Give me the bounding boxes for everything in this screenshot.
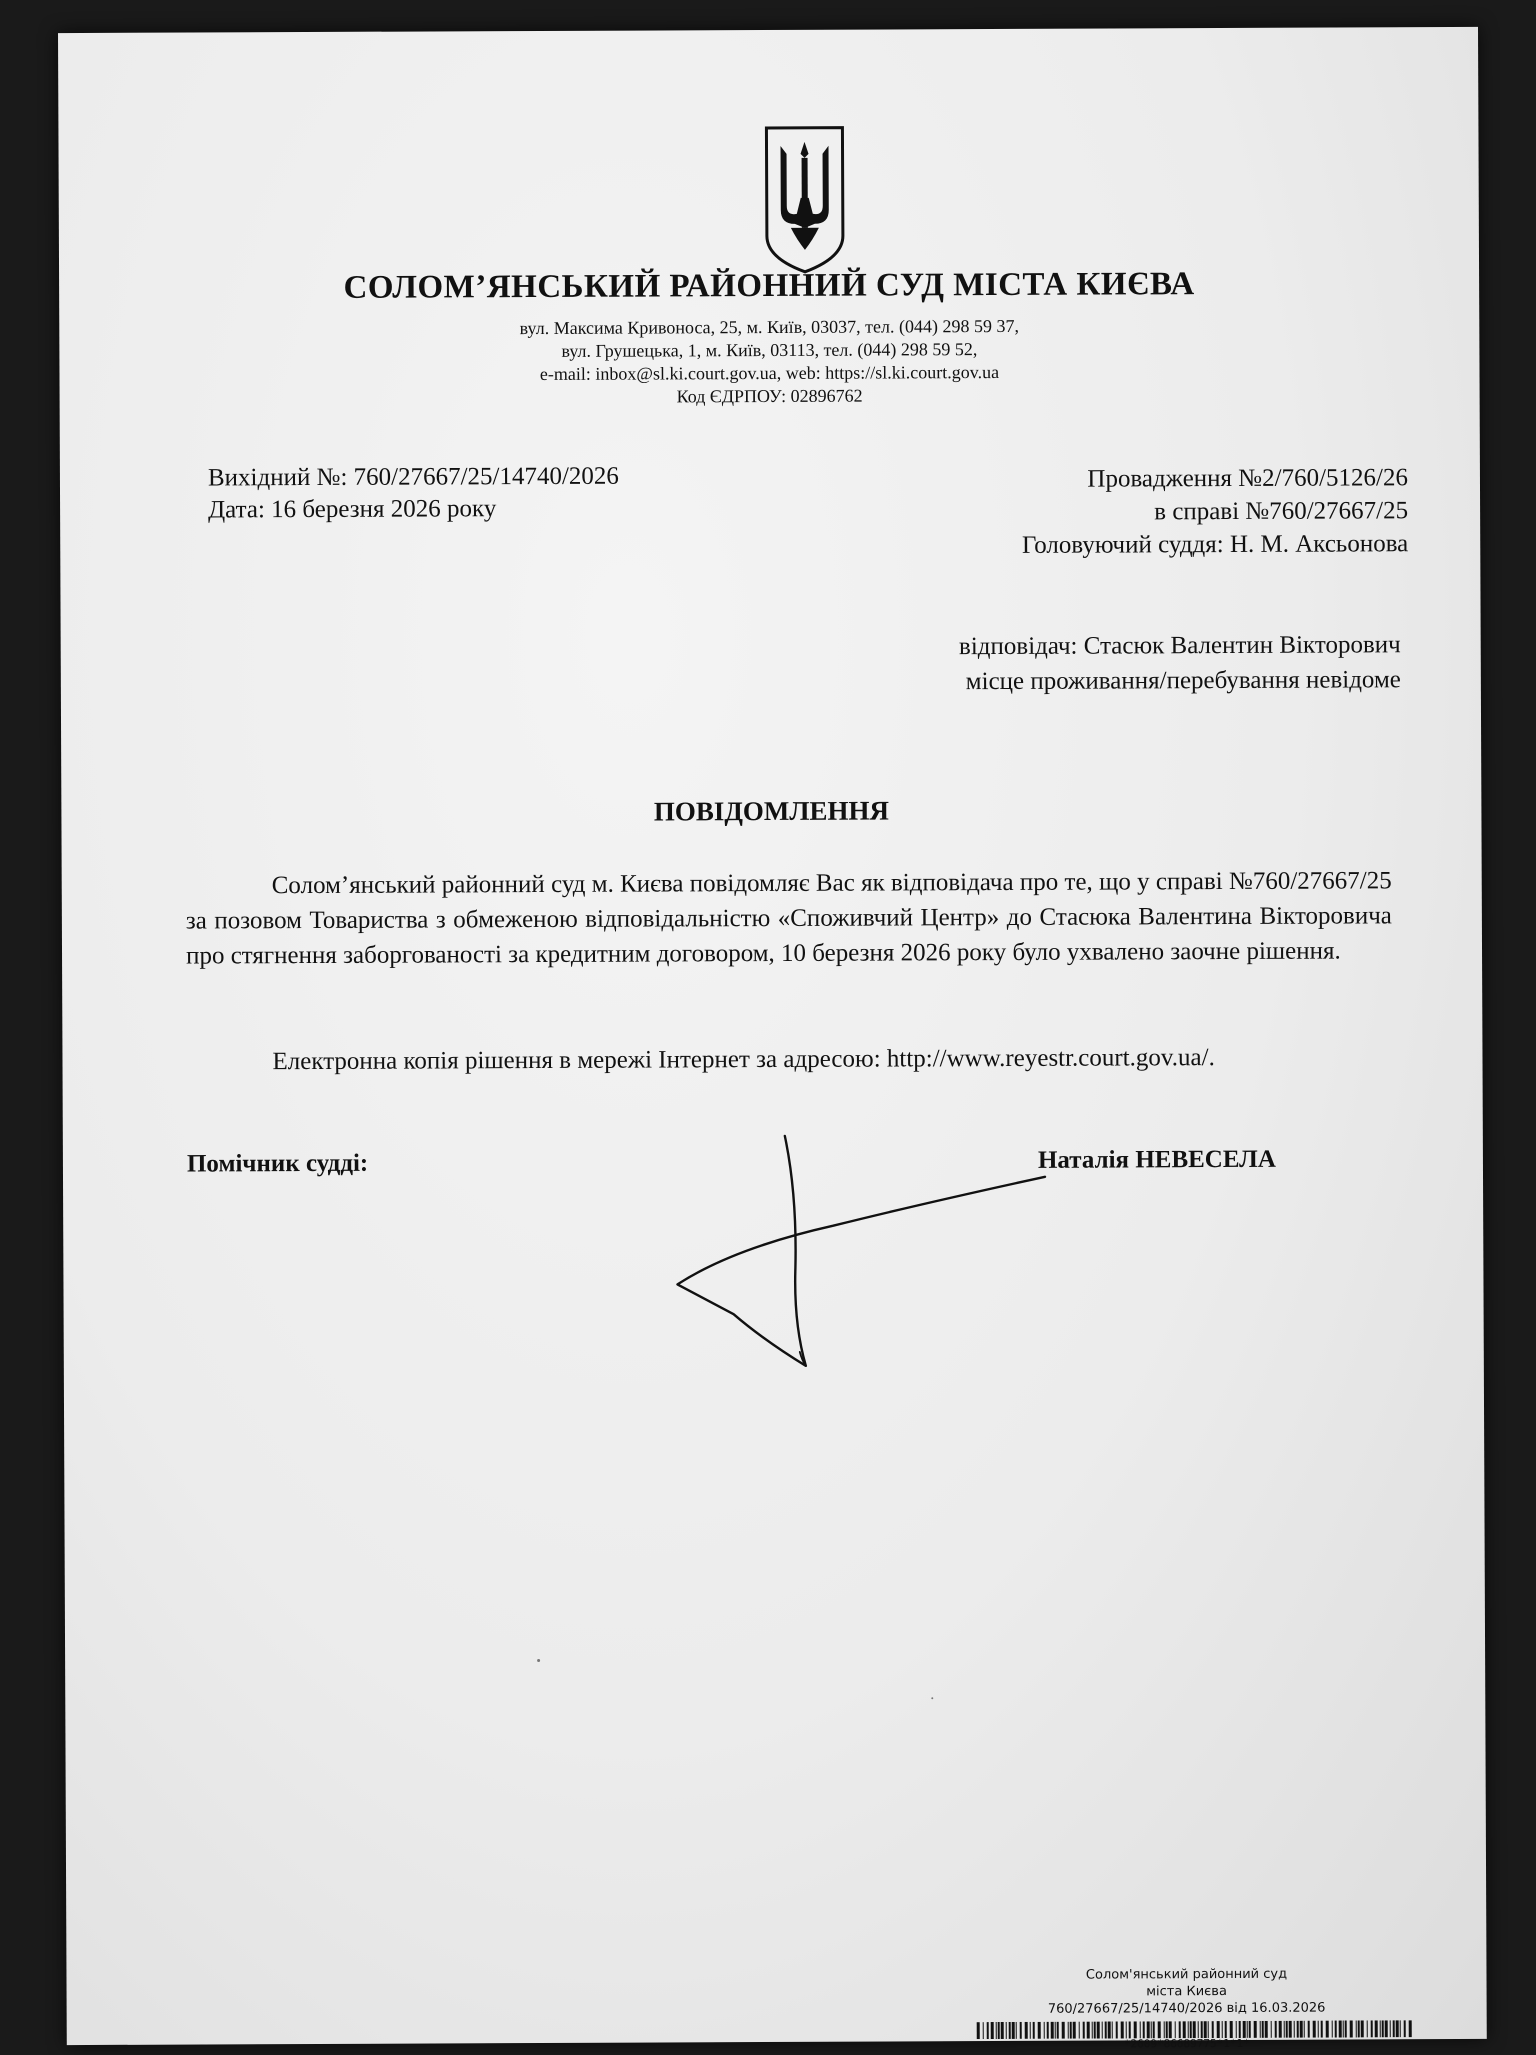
barcode-bar: [1409, 2020, 1412, 2037]
barcode-bar: [1068, 2022, 1069, 2039]
barcode-bar: [1318, 2021, 1319, 2038]
barcode-bar: [1188, 2021, 1189, 2038]
document-page: [58, 27, 1487, 2051]
barcode-bar: [1070, 2022, 1072, 2039]
barcode-number: *2609*86689775*1*1*: [1123, 2036, 1250, 2051]
barcode-bar: [1121, 2021, 1124, 2038]
barcode-bar: [1345, 2020, 1347, 2037]
barcode-bar: [1217, 2021, 1220, 2038]
barcode-bar: [1247, 2021, 1248, 2038]
barcode-bar: [1262, 2021, 1264, 2038]
barcode-bar: [1012, 2022, 1015, 2039]
court-contacts-line: e-mail: inbox@sl.ki.court.gov.ua, web: https://sl.ki.court.gov.ua: [539, 361, 1000, 384]
barcode-bar: [1300, 2021, 1303, 2038]
barcode-bar: [1380, 2020, 1381, 2037]
barcode-bar: [1367, 2020, 1368, 2037]
barcode-bar: [1020, 2022, 1022, 2039]
barcode-bar: [1044, 2022, 1045, 2039]
barcode-bar: [1260, 2021, 1261, 2038]
notice-title: ПОВІДОМЛЕННЯ: [653, 795, 890, 827]
barcode-bar: [996, 2022, 997, 2039]
barcode-bar: [1358, 2020, 1360, 2037]
barcode-bar: [983, 2022, 984, 2039]
barcode-bar: [1030, 2022, 1031, 2039]
barcode-bar: [1083, 2022, 1085, 2039]
barcode-bar: [1350, 2020, 1353, 2037]
barcode-bar: [1201, 2021, 1203, 2038]
barcode-bar: [1286, 2021, 1288, 2038]
barcode-bar: [1400, 2020, 1401, 2037]
barcode-bar: [1016, 2022, 1017, 2039]
presiding-judge: Головуючий суддя: Н. М. Аксьонова: [1021, 530, 1409, 559]
barcode-bar: [1179, 2021, 1181, 2038]
barcode-bar: [1166, 2021, 1168, 2038]
barcode-bar: [1198, 2021, 1199, 2038]
barcode-bar: [1062, 2022, 1065, 2039]
barcode-bar: [1254, 2021, 1257, 2038]
barcode-bar: [1371, 2020, 1373, 2037]
barcode-bar: [1284, 2021, 1285, 2038]
barcode-bar: [1356, 2020, 1357, 2037]
barcode-bar: [1038, 2022, 1041, 2039]
barcode-bar: [1094, 2022, 1096, 2039]
recipient-residence: місце проживання/перебування невідоме: [965, 666, 1401, 696]
barcode-bar: [1396, 2020, 1399, 2037]
barcode-bar: [1208, 2021, 1209, 2038]
barcode-bar: [1175, 2021, 1176, 2038]
barcode-bar: [1051, 2022, 1054, 2039]
barcode-bar: [1243, 2021, 1246, 2038]
recipient-name: відповідач: Стасюк Валентин Вікторович: [958, 631, 1401, 661]
barcode-bar: [1126, 2021, 1127, 2038]
court-address-line-1: вул. Максима Кривоноса, 25, м. Київ, 03037, тел. (044) 298 59 37,: [519, 315, 1020, 339]
barcode-bar: [1393, 2020, 1395, 2037]
barcode-bar: [1361, 2020, 1364, 2037]
barcode-bar: [1112, 2022, 1113, 2039]
notice-url-line: Електронна копія рішення в мережі Інтернет за адресою: http://www.reyestr.court.gov.ua/.: [272, 1044, 1215, 1076]
barcode-bar: [1143, 2021, 1145, 2038]
barcode-bar: [1009, 2022, 1011, 2039]
barcode-bar: [1183, 2021, 1186, 2038]
registration-stamp: [966, 1965, 1406, 2018]
court-edrpou-line: Код ЄДРПОУ: 02896762: [676, 385, 863, 407]
barcode-bar: [1222, 2021, 1223, 2038]
barcode-bar: [1230, 2021, 1233, 2038]
barcode-bar: [1151, 2021, 1152, 2038]
barcode-bar: [1304, 2021, 1305, 2038]
case-meta-block: [1022, 461, 1409, 562]
barcode-bar: [1271, 2021, 1272, 2038]
paper-speck: [931, 1697, 933, 1699]
outgoing-meta-block: [208, 461, 619, 527]
barcode-bar: [1134, 2021, 1137, 2038]
barcode-bar: [1055, 2022, 1056, 2039]
barcode-bar: [1129, 2021, 1131, 2038]
barcode-bar: [1204, 2021, 1207, 2038]
barcode-bar: [1289, 2021, 1292, 2038]
barcode-bar: [1073, 2022, 1076, 2039]
paper-speck: [537, 1659, 540, 1662]
case-number: в справі №760/27667/25: [1154, 497, 1409, 526]
document-date: Дата: 16 березня 2026 року: [208, 495, 497, 524]
barcode-bar: [991, 2022, 994, 2039]
barcode-bar: [1343, 2021, 1344, 2038]
court-name-heading: СОЛОМ’ЯНСЬКИЙ РАЙОННИЙ СУД МІСТА КИЄВА: [343, 266, 1195, 306]
barcode-bar: [1057, 2022, 1059, 2039]
signer-name: Наталія НЕВЕСЕЛА: [1037, 1145, 1276, 1174]
outgoing-number: Вихідний №: 760/27667/25/14740/2026: [207, 462, 619, 492]
barcode-bar: [1047, 2022, 1049, 2039]
barcode-bar: [1249, 2021, 1251, 2038]
barcode-bar: [1326, 2021, 1329, 2038]
barcode-bar: [987, 2022, 989, 2039]
barcode-bar: [1265, 2021, 1268, 2038]
barcode-bar: [1294, 2021, 1295, 2038]
barcode-bar: [1239, 2021, 1241, 2038]
barcode-bar: [1079, 2022, 1080, 2039]
barcode-bar: [1164, 2021, 1165, 2038]
barcode-bar: [1097, 2022, 1100, 2039]
handwritten-signature: [673, 1097, 1074, 1399]
trident-emblem-icon: [760, 124, 849, 276]
barcode-bar: [977, 2022, 980, 2039]
barcode-bar: [1102, 2022, 1103, 2039]
barcode-bar: [1190, 2021, 1192, 2038]
barcode-bar: [1193, 2021, 1196, 2038]
barcode-bar: [1225, 2021, 1227, 2038]
barcode-bar: [1382, 2020, 1384, 2037]
barcode-bar: [1404, 2020, 1406, 2037]
barcode-bar: [1308, 2021, 1310, 2038]
barcode-bar: [1385, 2020, 1388, 2037]
barcode-bar: [1087, 2022, 1090, 2039]
proceeding-number: Провадження №2/760/5126/26: [1087, 464, 1409, 493]
barcode-bar: [998, 2022, 1000, 2039]
barcode-bar: [1275, 2021, 1277, 2038]
barcode-bar: [1339, 2021, 1342, 2038]
barcode-bar: [1001, 2022, 1004, 2039]
barcode-bar: [1332, 2021, 1333, 2038]
barcode-bar: [1212, 2021, 1214, 2038]
barcode-bar: [1006, 2022, 1007, 2039]
barcode-bar: [1025, 2022, 1028, 2039]
barcode-bar: [1092, 2022, 1093, 2039]
barcode-bar: [1153, 2021, 1155, 2038]
barcode-bar: [1169, 2021, 1172, 2038]
notice-paragraph: Солом’янський районний суд м. Києва повідомляє Вас як відповідача про те, що у справі №760/27667/25 за позовом Товариства з обмеженою відповідальністю «Споживчий Центр» до Стасюка Валентина Вікторовича про стягнення заборгованості за кредитним договором, 10 березня 2026 року було ухвалено заочне рішення.: [185, 867, 1392, 970]
barcode-bar: [1335, 2021, 1337, 2038]
barcode-bar: [1116, 2021, 1118, 2038]
stamp-court-line: Солом'янський районний суд: [1085, 1966, 1288, 1983]
stamp-city-line: міста Києва: [1146, 1984, 1227, 2000]
barcode-bar: [1390, 2020, 1391, 2037]
barcode-bar: [1105, 2022, 1107, 2039]
barcode-bar: [1033, 2022, 1035, 2039]
barcode-bar: [1140, 2021, 1141, 2038]
barcode-bar: [1108, 2022, 1111, 2039]
stamp-reg-number: 760/27667/25/14740/2026 від 16.03.2026: [1047, 2000, 1326, 2017]
barcode-bar: [1321, 2021, 1323, 2038]
barcode-bar: [1158, 2021, 1161, 2038]
barcode-bar: [1236, 2021, 1237, 2038]
court-address-line-2: вул. Грушецька, 1, м. Київ, 03113, тел. (044) 298 59 52,: [561, 339, 978, 361]
barcode-bar: [1375, 2020, 1378, 2037]
barcode-bar: [1147, 2021, 1150, 2038]
barcode-bar: [1279, 2021, 1282, 2038]
recipient-block: [959, 627, 1401, 699]
barcode-bar: [1313, 2021, 1316, 2038]
barcode-bar: [1297, 2021, 1299, 2038]
signer-role: Помічник судді:: [186, 1149, 369, 1178]
